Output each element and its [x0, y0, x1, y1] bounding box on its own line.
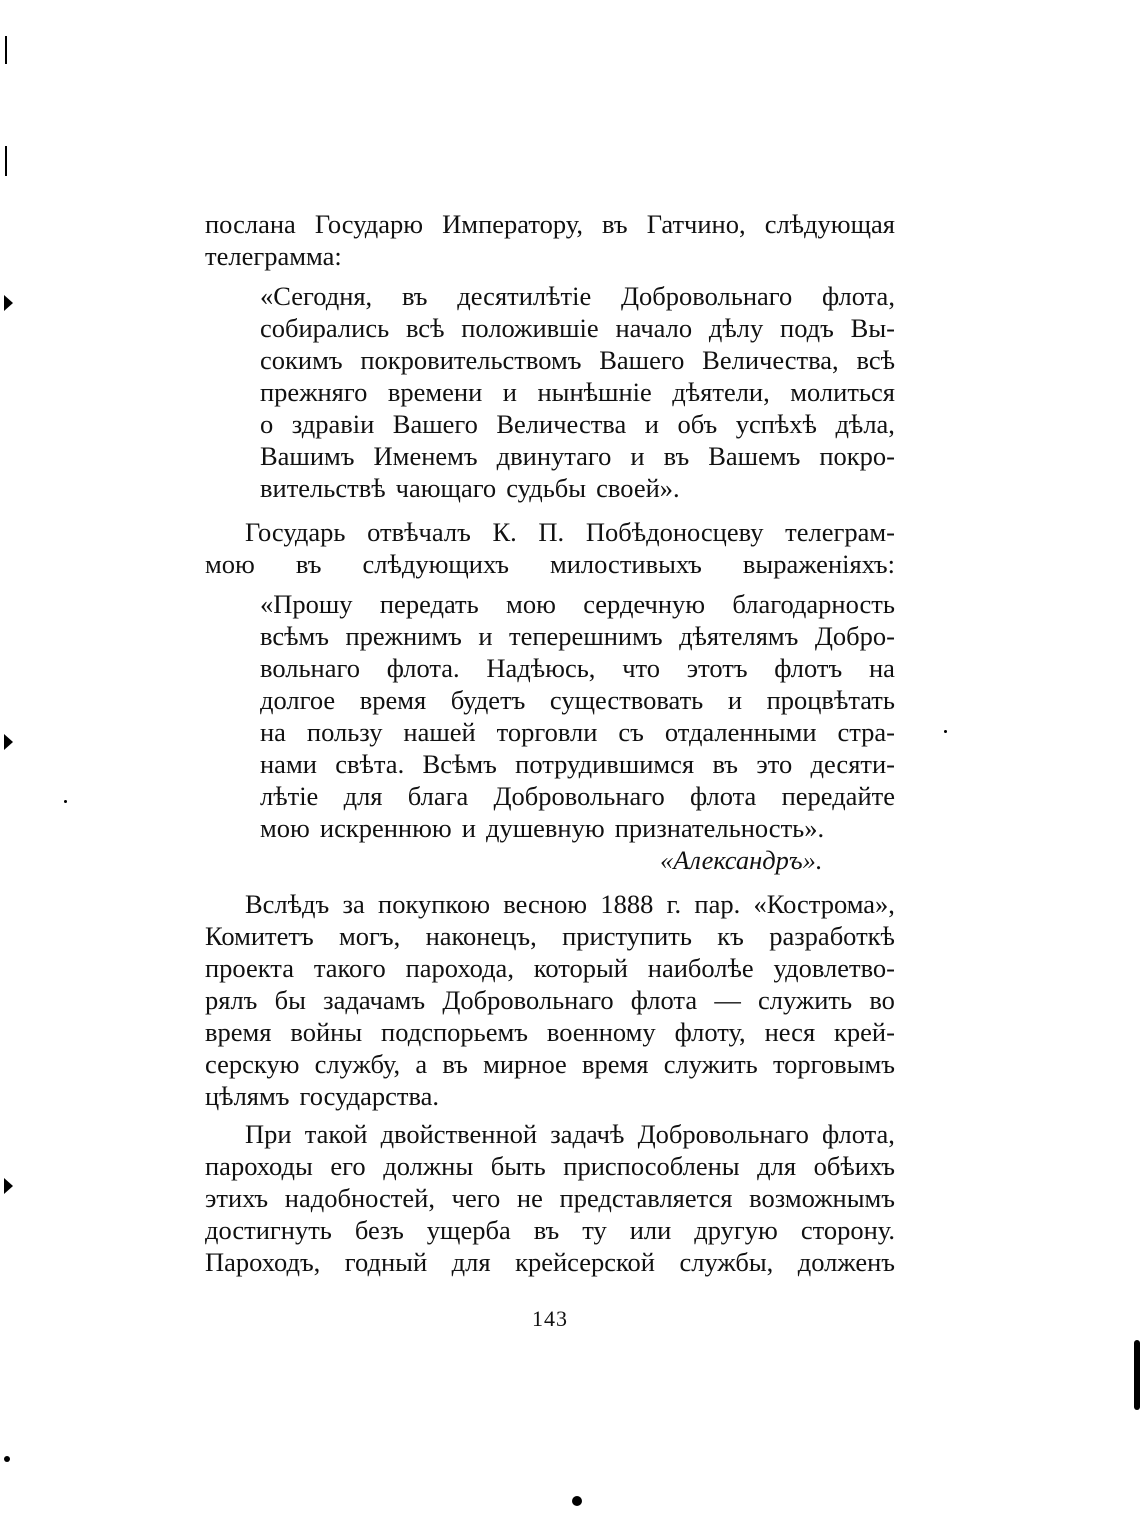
word: милостивыхъ: [549, 549, 702, 579]
word: флота,: [822, 281, 895, 311]
word: парохода,: [405, 953, 514, 983]
word: пользу: [306, 717, 383, 747]
word: безъ: [354, 1215, 404, 1245]
word: цѣлямъ: [205, 1081, 290, 1111]
word: всѣ: [856, 345, 895, 375]
scan-mark: [572, 1496, 582, 1506]
word: на: [260, 717, 286, 747]
word: —: [714, 985, 741, 1015]
quote-line: [260, 312, 895, 344]
word: удовлетво-: [773, 953, 895, 983]
word: сокимъ: [260, 345, 343, 375]
word: Добровольнаго: [620, 281, 793, 311]
word: его: [330, 1151, 366, 1181]
word: рялъ: [205, 985, 258, 1015]
word: Вы-: [850, 313, 895, 343]
signature-line: «Александръ».: [660, 845, 823, 875]
word: здравіи: [291, 409, 375, 439]
text-line: [245, 888, 895, 920]
word: стра-: [837, 717, 895, 747]
word: бы: [274, 985, 306, 1015]
word: свѣта.: [335, 749, 405, 779]
word: приступить: [562, 921, 692, 951]
text-line: [205, 1246, 895, 1278]
word: Государю: [314, 209, 424, 239]
quote-line: [260, 748, 895, 780]
quote-line: [260, 344, 895, 376]
scan-mark: [4, 295, 13, 311]
word: разработкѣ: [769, 921, 895, 951]
word: дѣла,: [835, 409, 895, 439]
word: Государь: [245, 517, 346, 547]
word: дѣятели,: [672, 377, 770, 407]
word: приспособлены: [563, 1151, 740, 1181]
quote-line: [260, 684, 895, 716]
text-line: [245, 516, 895, 548]
word: покупкою: [378, 889, 490, 919]
word: время: [205, 1017, 272, 1047]
word: десяти-: [810, 749, 895, 779]
word: во: [869, 985, 895, 1015]
word: Побѣдоносцеву: [585, 517, 764, 547]
word: телеграмма:: [205, 241, 342, 271]
word: для: [451, 1247, 491, 1277]
quote-line: [260, 280, 895, 312]
word: проекта: [205, 953, 294, 983]
word: выраженіяхъ:: [742, 549, 895, 579]
word: съ: [618, 717, 644, 747]
word: теперешнимъ: [509, 621, 663, 651]
word: Комитетъ: [205, 921, 314, 951]
word: торговымъ: [772, 1049, 895, 1079]
word: искреннюю: [319, 813, 452, 843]
word: государства.: [299, 1081, 440, 1111]
word: чего: [451, 1183, 501, 1213]
word: мирное: [483, 1049, 567, 1079]
word: успѣхѣ: [735, 409, 817, 439]
word: Пароходъ,: [205, 1247, 321, 1277]
word: крей-: [834, 1017, 895, 1047]
word: благодарность: [732, 589, 895, 619]
word: прежнимъ: [345, 621, 462, 651]
word: передайте: [781, 781, 895, 811]
word: этихъ: [205, 1183, 269, 1213]
word: мою: [205, 549, 255, 579]
word: отвѣчалъ: [367, 517, 471, 547]
word: положившіе: [461, 313, 599, 343]
word: для: [343, 781, 383, 811]
word: другую: [694, 1215, 778, 1245]
word: Добро-: [814, 621, 895, 651]
word: десятилѣтіе: [457, 281, 592, 311]
word: Императору,: [442, 209, 583, 239]
word: г.: [666, 889, 682, 919]
word: такой: [304, 1119, 368, 1149]
scan-mark: [5, 146, 7, 176]
word: будетъ: [450, 685, 526, 715]
word: двинутаго: [496, 441, 612, 471]
word: При: [245, 1119, 292, 1149]
quote-line: [260, 716, 895, 748]
word: судьбы: [506, 473, 587, 503]
word: въ: [533, 1215, 560, 1245]
word: Добровольнаго: [442, 985, 614, 1015]
word: послана: [205, 209, 296, 239]
word: пароходы: [205, 1151, 313, 1181]
word: Величества: [496, 409, 627, 439]
word: и: [461, 813, 476, 843]
word: Надѣюсь,: [486, 653, 596, 683]
word: время: [582, 1049, 649, 1079]
word: Вашего: [599, 345, 685, 375]
word: флотъ: [774, 653, 843, 683]
word: нынѣшніе: [537, 377, 652, 407]
word: душевную: [486, 813, 605, 843]
word: представляется: [559, 1183, 733, 1213]
word: «Кострома»,: [753, 889, 895, 919]
word: въ: [442, 1049, 468, 1079]
word: наиболѣе: [647, 953, 754, 983]
word: долженъ: [797, 1247, 895, 1277]
word: нашей: [403, 717, 476, 747]
word: долгое: [260, 685, 336, 715]
word: быть: [490, 1151, 546, 1181]
word: признательность».: [614, 813, 825, 843]
word: отдаленными: [664, 717, 817, 747]
word: военному: [546, 1017, 656, 1047]
quote-line: [260, 620, 895, 652]
scan-mark: [944, 730, 947, 733]
word: торговли: [496, 717, 598, 747]
word: вольнаго: [260, 653, 360, 683]
word: службу,: [314, 1049, 401, 1079]
word: должны: [383, 1151, 474, 1181]
text-line: [245, 1118, 895, 1150]
word: пар.: [694, 889, 741, 919]
text-line: [205, 548, 895, 580]
word: или: [629, 1215, 672, 1245]
word: Величества,: [702, 345, 839, 375]
word: обѣихъ: [813, 1151, 895, 1181]
word: подспорьемъ: [381, 1017, 528, 1047]
text-line: [205, 1150, 895, 1182]
word: могъ,: [339, 921, 401, 951]
word: время: [359, 685, 427, 715]
word: надобностей,: [284, 1183, 435, 1213]
word: задачѣ: [550, 1119, 625, 1149]
text-line: [205, 240, 895, 272]
word: въ: [663, 441, 690, 471]
word: въ: [295, 549, 322, 579]
word: ту: [582, 1215, 607, 1245]
word: флоту,: [674, 1017, 746, 1047]
word: и: [630, 441, 645, 471]
word: флота: [690, 781, 757, 811]
scan-mark: [64, 800, 67, 803]
word: объ: [677, 409, 718, 439]
word: и: [644, 409, 659, 439]
word: не: [516, 1183, 543, 1213]
text-line: [205, 1080, 895, 1112]
text-line: [205, 1214, 895, 1246]
word: Вслѣдъ: [245, 889, 330, 919]
text-line: [205, 984, 895, 1016]
word: о: [260, 409, 274, 439]
word: 1888: [600, 889, 654, 919]
word: К.: [492, 517, 517, 547]
word: двойственной: [380, 1119, 538, 1149]
quote-line: [260, 780, 895, 812]
word: времени: [387, 377, 483, 407]
word: что: [622, 653, 660, 683]
word: и: [727, 685, 742, 715]
word: нами: [260, 749, 317, 779]
text-line: [205, 1048, 895, 1080]
word: начало: [615, 313, 693, 343]
word: который: [533, 953, 628, 983]
quote-line: [260, 408, 895, 440]
word: П.: [538, 517, 565, 547]
text-line: [205, 1016, 895, 1048]
word: Именемъ: [373, 441, 478, 471]
text-line: [205, 920, 895, 952]
quote-line: [260, 652, 895, 684]
word: чающаго: [395, 473, 497, 503]
word: служить: [663, 1049, 758, 1079]
text-line: [205, 1182, 895, 1214]
word: служить: [758, 985, 853, 1015]
quote-line: [260, 812, 895, 844]
word: а: [415, 1049, 428, 1079]
word: весною: [503, 889, 588, 919]
word: этотъ: [686, 653, 748, 683]
word: мою: [260, 813, 310, 843]
scan-mark: [4, 1178, 13, 1194]
word: дѣлу: [708, 313, 764, 343]
word: неся: [764, 1017, 816, 1047]
word: службы,: [679, 1247, 774, 1277]
word: существовать: [549, 685, 704, 715]
word: задачамъ: [323, 985, 426, 1015]
word: всѣмъ: [260, 621, 329, 651]
word: и: [478, 621, 493, 651]
word: подъ: [780, 313, 834, 343]
text-line: [205, 208, 895, 240]
word: Вашимъ: [260, 441, 355, 471]
scan-mark: [4, 734, 13, 750]
word: Добровольнаго: [637, 1119, 809, 1149]
word: Вашемъ: [708, 441, 801, 471]
word: собирались: [260, 313, 390, 343]
word: въ: [712, 749, 739, 779]
word: въ: [602, 209, 628, 239]
word: передать: [379, 589, 479, 619]
word: процвѣтать: [766, 685, 895, 715]
word: мою: [506, 589, 556, 619]
word: ущерба: [426, 1215, 511, 1245]
word: слѣдующая: [764, 209, 895, 239]
word: лѣтіе: [260, 781, 319, 811]
word: войны: [290, 1017, 363, 1047]
word: покровительствомъ: [360, 345, 582, 375]
word: телеграм-: [785, 517, 895, 547]
word: флота.: [386, 653, 460, 683]
scan-mark: [4, 1456, 10, 1462]
word: для: [757, 1151, 797, 1181]
word: дѣятелямъ: [679, 621, 799, 651]
word: къ: [717, 921, 744, 951]
word: достигнуть: [205, 1215, 332, 1245]
word: потрудившимся: [515, 749, 695, 779]
word: вительствѣ: [260, 473, 386, 503]
word: «Сегодня,: [260, 281, 373, 311]
scan-mark: [1134, 1340, 1140, 1410]
quote-line: [260, 472, 895, 504]
word: возможнымъ: [749, 1183, 895, 1213]
scan-mark: [5, 36, 7, 64]
word: такого: [313, 953, 386, 983]
word: покро-: [819, 441, 895, 471]
word: флота: [630, 985, 698, 1015]
word: серскую: [205, 1049, 300, 1079]
word: крейсерской: [515, 1247, 655, 1277]
word: Гатчино,: [646, 209, 746, 239]
word: сердечную: [583, 589, 706, 619]
text-line: [205, 952, 895, 984]
word: годный: [344, 1247, 428, 1277]
word: и: [502, 377, 517, 407]
word: Вашего: [392, 409, 478, 439]
word: въ: [401, 281, 428, 311]
word: наконецъ,: [425, 921, 537, 951]
word: сторону.: [800, 1215, 895, 1245]
quote-line: [260, 376, 895, 408]
word: «Прошу: [260, 589, 353, 619]
page-number: 143: [532, 1306, 568, 1331]
word: это: [756, 749, 793, 779]
word: прежняго: [260, 377, 368, 407]
word: на: [868, 653, 895, 683]
word: всѣ: [405, 313, 445, 343]
word: слѣдующихъ: [362, 549, 509, 579]
word: молиться: [790, 377, 895, 407]
quote-line: [260, 588, 895, 620]
word: блага: [407, 781, 469, 811]
word: своей».: [596, 473, 680, 503]
word: Всѣмъ: [422, 749, 497, 779]
word: за: [342, 889, 365, 919]
word: Добровольнаго: [493, 781, 665, 811]
quote-line: [260, 440, 895, 472]
word: флота,: [822, 1119, 895, 1149]
